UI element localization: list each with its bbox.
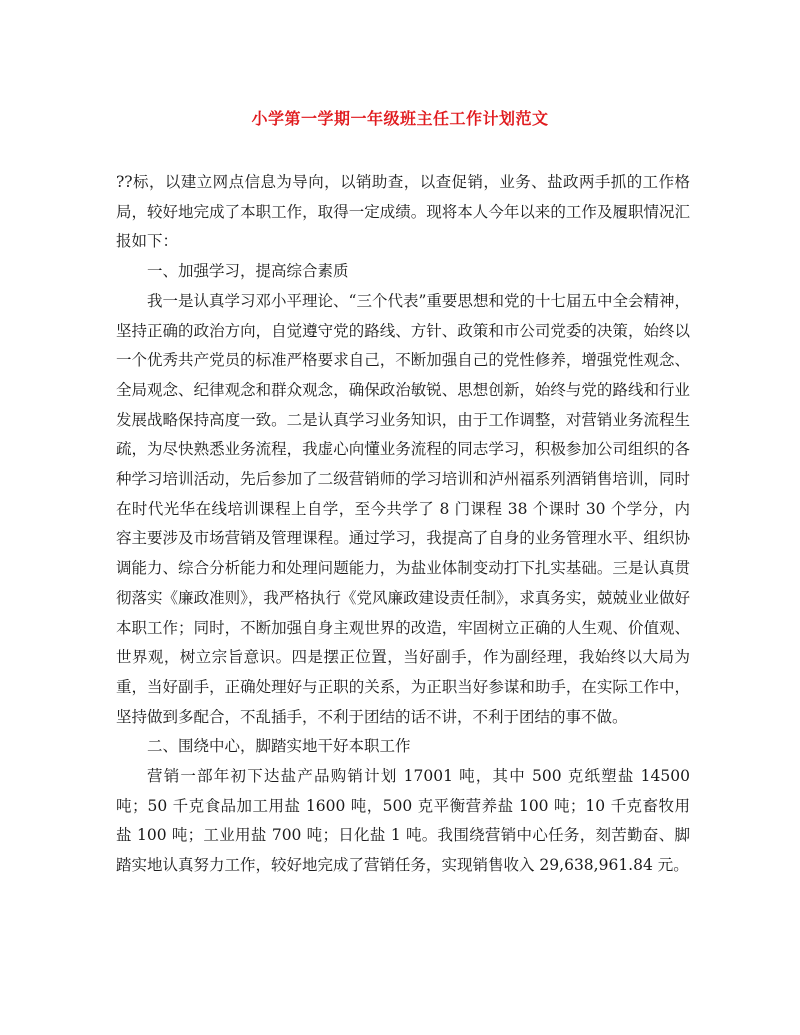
document-title: 小学第一学期一年级班主任工作计划范文 [251, 109, 549, 128]
paragraph-study: 我一是认真学习邓小平理论、“三个代表”重要思想和党的十七届五中全会精神，坚持正确的政治方向，自觉遵守党的路线、方针、政策和市公司党委的决策，始终以一个优秀共产党员的标准严格要求自己，不断加强自己的党性修养，增强党性观念、全局观念、纪律观念和群众观念，确保政治敏锐、思想创新，始终与党的路线和行业发展战略保持高度一致。二是认真学习业务知识，由于工作调整，对营销业务流程生疏，为尽快熟悉业务流程，我虚心向懂业务流程的同志学习，积极参加公司组织的各种学习培训活动，先后参加了二级营销师的学习培训和泸州福系列酒销售培训，同时在时代光华在线培训课程上自学，至今共学了 8 门课程 38 个课时 30 个学分，内容主要涉及市场营销及管理课程。通过学习，我提高了自身的业务管理水平、组织协调能力、综合分析能力和处理问题能力，为盐业体制变动打下扎实基础。三是认真贯彻落实《廉政准则》，我严格执行《党风廉政建设责任制》，求真务实，兢兢业业做好本职工作；同时，不断加强自身主观世界的改造，牢固树立正确的人生观、价值观、世界观，树立宗旨意识。四是摆正位置，当好副手，作为副经理，我始终以大局为重，当好副手，正确处理好与正职的关系，为正职当好参谋和助手，在实际工作中，坚持做到多配合，不乱插手，不利于团结的话不讲，不利于团结的事不做。 [116, 291, 690, 726]
section-heading-2: 二、围绕中心，脚踏实地干好本职工作 [147, 737, 411, 756]
document-body [116, 168, 690, 881]
paragraph-intro: ??标，以建立网点信息为导向，以销助查，以查促销，业务、盐政两手抓的工作格局，较好地完成了本职工作，取得一定成绩。现将本人今年以来的工作及履职情况汇报如下： [116, 173, 690, 251]
paragraph-sales: 营销一部年初下达盐产品购销计划 17001 吨，其中 500 克纸塑盐 14500 吨；50 千克食品加工用盐 1600 吨，500 克平衡营养盐 100 吨；10 千克畜牧用盐 100 吨；工业用盐 700 吨；日化盐 1 吨。我围绕营销中心任务，刻苦勤奋、脚踏实地认真努力工作，较好地完成了营销任务，实现销售收入 29,638,961.84 元。 [116, 767, 690, 875]
section-heading-1: 一、加强学习，提高综合素质 [147, 262, 349, 281]
